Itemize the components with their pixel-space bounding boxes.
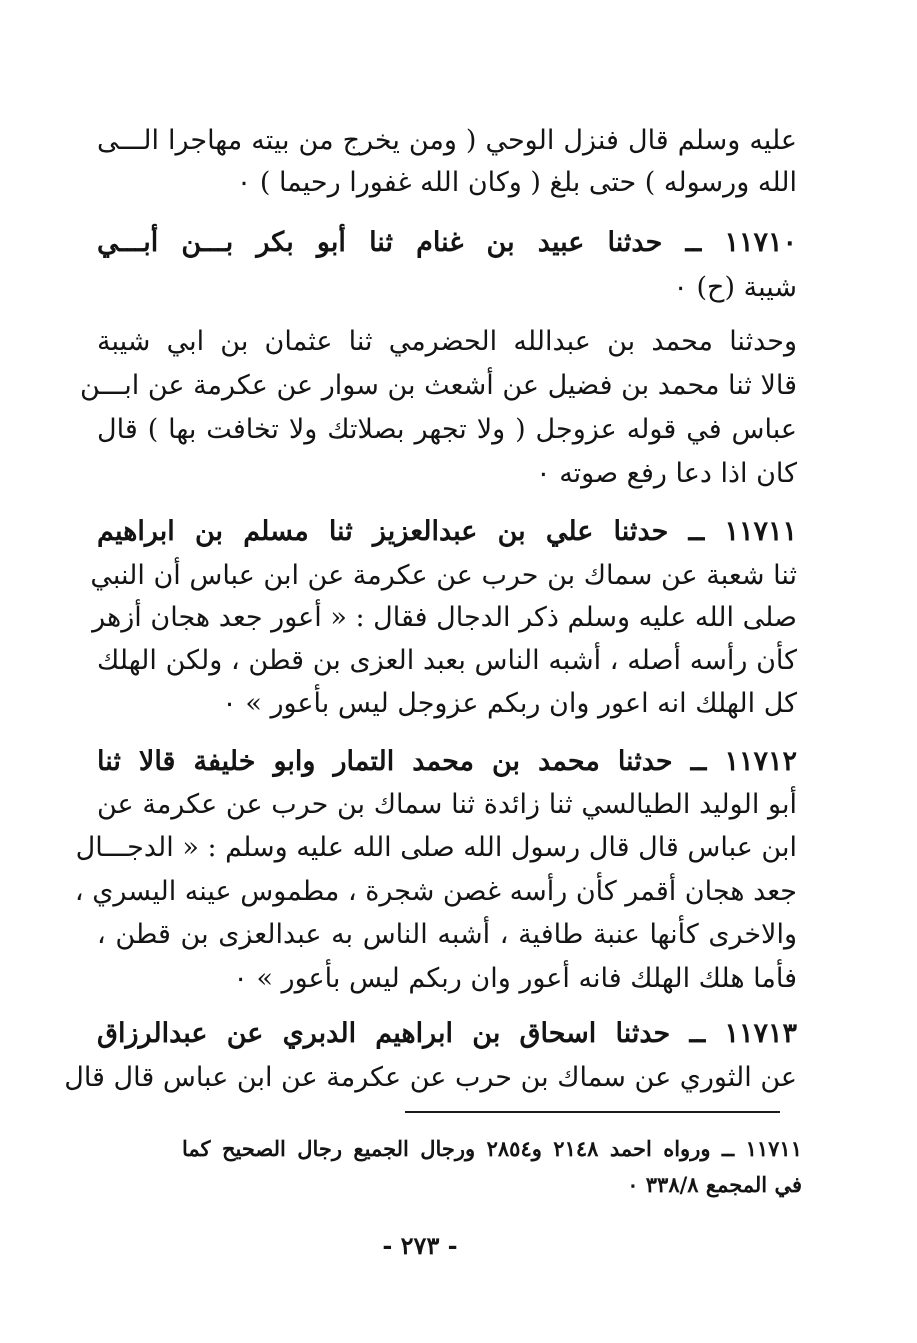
text-line: أبو الوليد الطيالسي ثنا زائدة ثنا سماك بن حرب عن عكرمة عن (97, 789, 797, 820)
hadith-heading-line: ١١٧١١ ــ حدثنا علي بن عبدالعزيز ثنا مسلم بن ابراهيم (97, 516, 797, 547)
text-line: كأن رأسه أصله ، أشبه الناس بعبد العزى بن قطن ، ولكن الهلك (97, 645, 797, 676)
hadith-heading-line: ١١٧١٠ ــ حدثنا عبيد بن غنام ثنا أبو بكر بـــن أبـــي (97, 227, 797, 258)
text-line: كل الهلك انه اعور وان ربكم عزوجل ليس بأعور » ٠ (222, 688, 797, 719)
hadith-heading-line: ١١٧١٣ ــ حدثنا اسحاق بن ابراهيم الدبري عن عبدالرزاق (97, 1018, 797, 1049)
text-line: ابن عباس قال قال رسول الله صلى الله عليه وسلم : « الدجـــال (75, 832, 797, 863)
text-line: صلى الله عليه وسلم ذكر الدجال فقال : « أعور جعد هجان أزهر (92, 602, 797, 633)
text-line: والاخرى كأنها عنبة طافية ، أشبه الناس به عبدالعزى بن قطن ، (97, 919, 797, 950)
footnote-separator (405, 1111, 780, 1113)
text-line: شيبة (ح) ٠ (673, 272, 797, 303)
text-line: جعد هجان أقمر كأن رأسه غصن شجرة ، مطموس عينه اليسري ، (74, 876, 797, 907)
text-line: كان اذا دعا رفع صوته ٠ (536, 458, 797, 489)
text-line: وحدثنا محمد بن عبدالله الحضرمي ثنا عثمان بن ابي شيبة (97, 326, 797, 357)
text-line: الله ورسوله ) حتى بلغ ( وكان الله غفورا رحيما ) ٠ (236, 167, 797, 198)
footnote-line: ١١٧١١ ــ ورواه احمد ٢١٤٨ و٢٨٥٤ ورجال الجميع رجال الصحيح كما (182, 1136, 802, 1161)
text-line: عليه وسلم قال فنزل الوحي ( ومن يخرج من بيته مهاجرا الـــى (97, 125, 797, 156)
footnote-line: في المجمع ٣٣٨/٨ ٠ (627, 1172, 802, 1197)
text-line: فأما هلك الهلك فانه أعور وان ربكم ليس بأعور » ٠ (233, 963, 797, 994)
text-line: ثنا شعبة عن سماك بن حرب عن عكرمة عن ابن عباس أن النبي (90, 560, 797, 591)
page-number: - ٢٧٣ - (382, 1231, 458, 1260)
text-line: عن الثوري عن سماك بن حرب عن عكرمة عن ابن عباس قال قال (64, 1062, 797, 1093)
text-line: قالا ثنا محمد بن فضيل عن أشعث بن سوار عن عكرمة عن ابـــن (79, 370, 797, 401)
text-line: عباس في قوله عزوجل ( ولا تجهر بصلاتك ولا تخافت بها ) قال (97, 414, 797, 445)
hadith-heading-line: ١١٧١٢ ــ حدثنا محمد بن محمد التمار وابو خليفة قالا ثنا (97, 746, 797, 777)
